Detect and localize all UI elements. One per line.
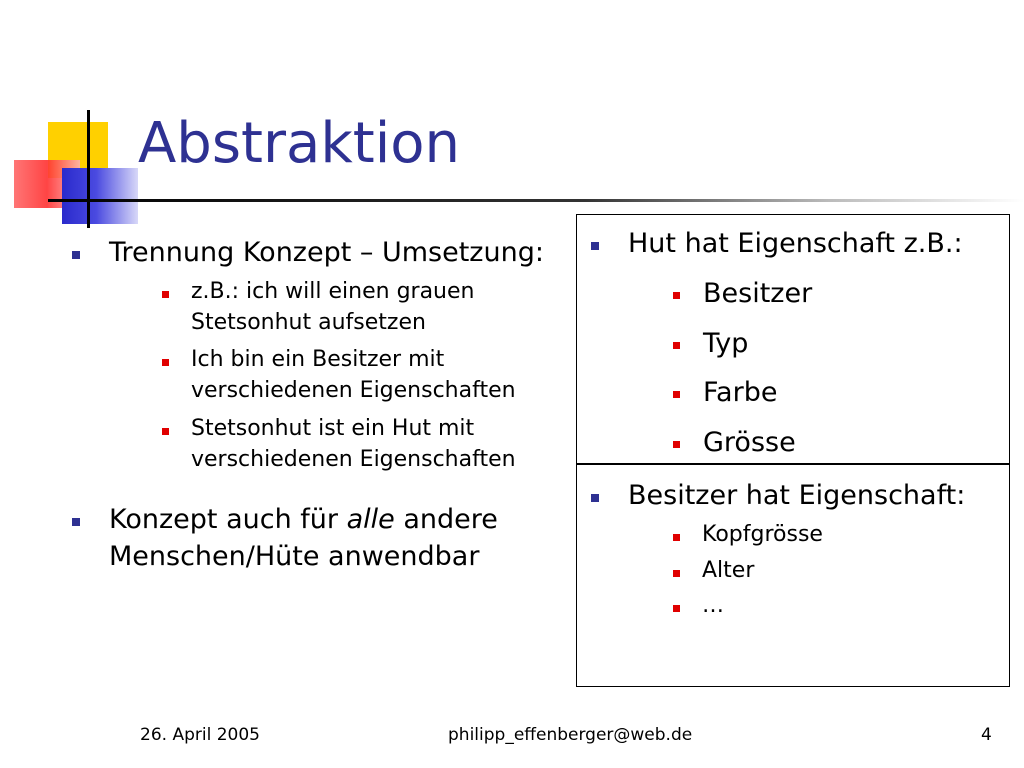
box2-heading-text: Besitzer hat Eigenschaft: <box>628 480 966 511</box>
title-underline <box>48 199 1024 202</box>
slide-logo-decoration <box>0 0 140 230</box>
box1-heading <box>591 225 1009 462</box>
box1-sub-list <box>628 275 1009 462</box>
sub-bullet: Ich bin ein Besitzer mit verschiedenen Eigenschaften <box>162 345 562 407</box>
footer-email: philipp_effenberger@web.de <box>448 725 693 745</box>
box2-sub-list <box>628 520 1009 622</box>
box2-item: … <box>673 591 1009 622</box>
logo-vertical-line <box>87 110 90 228</box>
box1-item: Typ <box>673 325 1009 363</box>
box1-item: Besitzer <box>673 275 1009 313</box>
box1-item: Farbe <box>673 374 1009 412</box>
box1-heading-text: Hut hat Eigenschaft z.B.: <box>628 228 963 259</box>
bullet-text-italic: alle <box>346 503 395 535</box>
bullet-text: Trennung Konzept – Umsetzung: <box>109 237 544 268</box>
sub-bullet: Stetsonhut ist ein Hut mit verschiedenen Eigenschaften <box>162 414 562 476</box>
bullet-text-before: Konzept auch für <box>109 503 347 535</box>
sub-bullet: z.B.: ich will einen grauen Stetsonhut aufsetzen <box>162 277 562 339</box>
left-content <box>72 234 562 576</box>
footer-date: 26. April 2005 <box>140 725 260 745</box>
box1-item: Grösse <box>673 424 1009 462</box>
box2-item: Alter <box>673 556 1009 587</box>
footer-page-number: 4 <box>981 725 992 745</box>
box-besitzer-eigenschaften <box>576 464 1010 687</box>
box2-heading <box>591 477 1009 622</box>
sub-list <box>109 277 562 476</box>
bullet-trennung <box>72 234 562 476</box>
bullet-konzept <box>72 501 562 577</box>
logo-blue-square <box>62 168 138 224</box>
bullet-text-after: andere Menschen/Hüte anwendbar <box>109 503 498 573</box>
box2-item: Kopfgrösse <box>673 520 1009 551</box>
slide-title: Abstraktion <box>138 111 461 176</box>
box-hut-eigenschaften <box>576 214 1010 464</box>
